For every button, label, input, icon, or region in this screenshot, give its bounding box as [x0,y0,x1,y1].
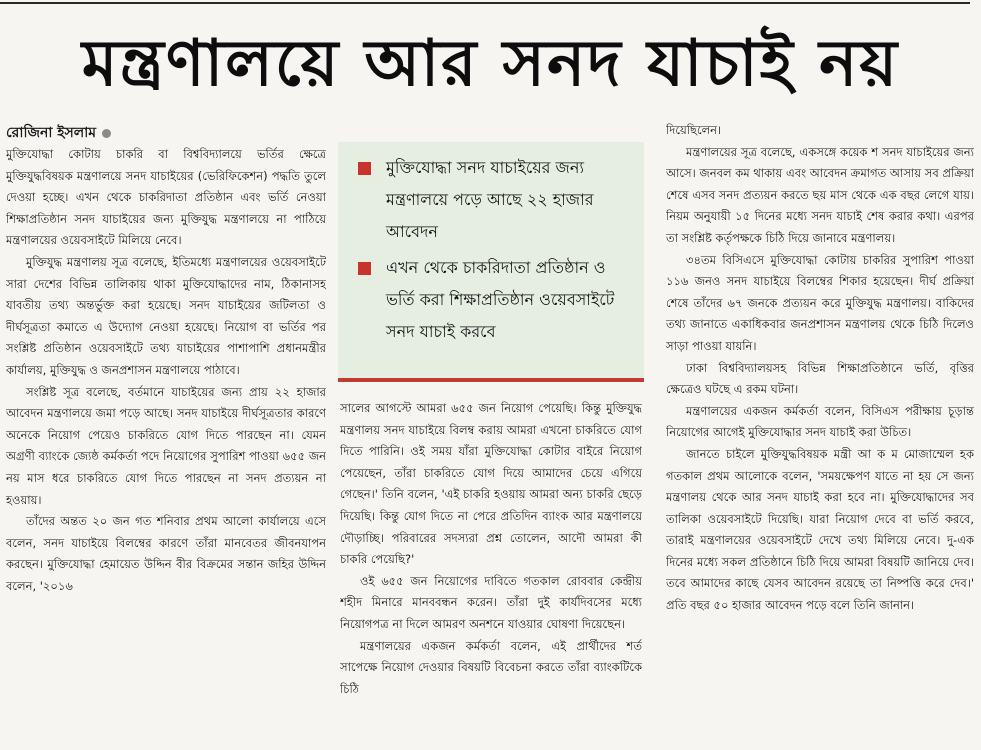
highlight-box [338,142,644,382]
byline-author: রোজিনা ইসলাম [6,125,97,141]
square-bullet-icon [358,262,371,275]
paragraph: ঢাকা বিশ্ববিদ্যালয়সহ বিভিন্ন শিক্ষাপ্রতিষ্ঠানে ভর্তি, বৃত্তির ক্ষেত্রেও ঘটছে এ রকম ঘটনা। [666,360,974,397]
paragraph: দিয়েছিলেন। [666,123,722,137]
paragraph: ওই ৬৫৫ জন নিয়োগের দাবিতে গতকাল রোববার কেন্দ্রীয় শহীদ মিনারে মানববন্ধন করেন। তাঁরা দুই কার্যদিবসের মধ্যে নিয়োগপত্র না দিলে আমরণ অনশনে যাওয়ার ঘোষণা দিয়েছেন। [340,573,642,631]
square-bullet-icon [358,162,371,175]
paragraph: ৩৪তম বিসিএসে মুক্তিযোদ্ধা কোটায় চাকরির সুপারিশ পাওয়া ১১৬ জনও সনদ যাচাইয়ে বিলম্বের শিকার হয়েছেন। দীর্ঘ প্রক্রিয়া শেষে তাঁদের ৬৭ জনকে প্রত্যয়ন করে মুক্তিযুদ্ধ মন্ত্রণালয়। বাকিদের তথ্য জানাতে একাধিকবার জনপ্রশাসন মন্ত্রণালয় থেকে চিঠি দিলেও সাড়া পাওয়া যায়নি। [666,252,974,353]
highlight-item [356,152,634,248]
column-3 [666,120,974,746]
byline [6,122,111,144]
column-1 [6,144,326,746]
highlight-item [356,252,634,348]
paragraph: মুক্তিযুদ্ধ মন্ত্রণালয় সূত্র বলেছে, ইতিমধ্যে মন্ত্রণালয়ের ওয়েবসাইটে সারা দেশের বিভিন্ন তালিকায় থাকা মুক্তিযোদ্ধাদের নাম, ঠিকানাসহ যাবতীয় তথ্য অন্তর্ভুক্ত করা হয়েছে। সনদ যাচাইয়ের জটিলতা ও দীর্ঘসূত্রতা কমাতে এ উদ্যোগ নেওয়া হয়েছে। নিয়োগ বা ভর্তির পর সংশ্লিষ্ট প্রতিষ্ঠান ওয়েবসাইটে তথ্য যাচাইয়ের পাশাপাশি প্রধানমন্ত্রীর কার্যালয়, মুক্তিযুদ্ধ ও জনপ্রশাসন মন্ত্রণালয়ে পাঠাবে। [6,254,326,377]
paragraph: তাঁদের অন্তত ২০ জন গত শনিবার প্রথম আলো কার্যালয়ে এসে বলেন, সনদ যাচাইয়ে বিলম্বের কারণে তাঁরা মানবেতর জীবনযাপন করছেন। মুক্তিযোদ্ধা হেমায়েত উদ্দিন বীর বিক্রমের সন্তান জহির উদ্দিন বলেন, '২০১৬ [6,514,326,593]
highlight-text: মুক্তিযোদ্ধা সনদ যাচাইয়ের জন্য মন্ত্রণালয়ে পড়ে আছে ২২ হাজার আবেদন [386,158,594,241]
paragraph: মন্ত্রণালয়ের সূত্র বলেছে, একসঙ্গে কয়েক শ সনদ যাচাইয়ের জন্য আসে। জনবল কম থাকায় এবং আবেদন ক্রমাগত আসায় সব প্রক্রিয়া শেষে এসব সনদ প্রত্যয়ন করতে ছয় মাস থেকে এক বছর লেগে যায়। নিয়ম অনুযায়ী ১৫ দিনের মধ্যে সনদ যাচাই শেষ করার কথা। এরপর তা সংশ্লিষ্ট কর্তৃপক্ষকে চিঠি দিয়ে জানাবে মন্ত্রণালয়। [666,144,974,245]
paragraph: জানতে চাইলে মুক্তিযুদ্ধবিষয়ক মন্ত্রী আ ক ম মোজাম্মেল হক গতকাল প্রথম আলোকে বলেন, 'সময়ক্ষেপণ যাতে না হয় সে জন্য মন্ত্রণালয় থেকে আর সনদ যাচাই করা হবে না। মুক্তিযোদ্ধাদের সব তালিকা ওয়েবসাইটে দিয়েছি। যারা নিয়োগ দেবে বা ভর্তি করবে, তারাই মন্ত্রণালয়ের ওয়েবসাইটে দেখে তথ্য মিলিয়ে নেবে। দু-এক দিনের মধ্যে সকল প্রতিষ্ঠানে চিঠি দিয়ে আমরা বিষয়টি জানিয়ে দেব। তবে আমাদের কাছে যেসব আবেদন রয়েছে তা নিষ্পত্তি করে দেব।' প্রতি বছর ৫০ হাজার আবেদন পড়ে বলে তিনি জানান। [666,446,974,613]
paragraph: সংশ্লিষ্ট সূত্র বলেছে, বর্তমানে যাচাইয়ের জন্য প্রায় ২২ হাজার আবেদন মন্ত্রণালয়ে জমা পড়ে আছে। সনদ যাচাইয়ে দীর্ঘসূত্রতার কারণে অনেকে নিয়োগ পেয়েও চাকরিতে যোগ দিতে পারছেন না। যেমন অগ্রণী ব্যাংকে জ্যেষ্ঠ কর্মকর্তা পদে নিয়োগের সুপারিশ পাওয়া ৬৫৫ জন নয় মাস ধরে চাকরিতে যোগ দিতে পারছেন না সনদ প্রত্যয়ন না হওয়ায়। [6,384,326,507]
highlight-text: এখন থেকে চাকরিদাতা প্রতিষ্ঠান ও ভর্তি করা শিক্ষাপ্রতিষ্ঠান ওয়েবসাইটে সনদ যাচাই করবে [386,258,615,341]
paragraph: মুক্তিযোদ্ধা কোটায় চাকরি বা বিশ্ববিদ্যালয়ে ভর্তির ক্ষেত্রে মুক্তিযুদ্ধবিষয়ক মন্ত্রণালয়ে সনদ যাচাইয়ের (ভেরিফিকেশন) পদ্ধতি তুলে দেওয়া হচ্ছে। এখন থেকে চাকরিদাতা প্রতিষ্ঠান এবং ভর্তি নেওয়া শিক্ষাপ্রতিষ্ঠান সনদ যাচাইয়ের জন্য মুক্তিযুদ্ধ মন্ত্রণালয়ে না পাঠিয়ে মন্ত্রণালয়ের ওয়েবসাইটে মিলিয়ে নেবে। [6,147,326,248]
headline: মন্ত্রণালয়ে আর সনদ যাচাই নয় [81,27,900,101]
byline-dot-icon [102,129,111,138]
top-rule [0,2,970,4]
column-2 [340,398,642,746]
paragraph: মন্ত্রণালয়ের একজন কর্মকর্তা বলেন, বিসিএস পরীক্ষায় চূড়ান্ত নিয়োগের আগেই মুক্তিযোদ্ধার সনদ যাচাই করা উচিত। [666,403,974,440]
paragraph: মন্ত্রণালয়ের একজন কর্মকর্তা বলেন, এই প্রার্থীদের শর্ত সাপেক্ষে নিয়োগ দেওয়ার বিষয়টি বিবেচনা করতে তাঁরা ব্যাংকটিকে চিঠি [340,638,642,696]
paragraph: সালের আগস্টে আমরা ৬৫৫ জন নিয়োগ পেয়েছি। কিন্তু মুক্তিযুদ্ধ মন্ত্রণালয় সনদ যাচাইয়ে বিলম্ব করায় আমরা এখনো চাকরিতে যোগ দিতে পারিনি। ওই সময় যাঁরা মুক্তিযোদ্ধা কোটার বাইরে নিয়োগ পেয়েছেন, তাঁরা চাকরিতে যোগ দিয়ে আমাদের চেয়ে এগিয়ে গেছেন।' তিনি বলেন, 'এই চাকরি হওয়ায় আমরা অন্য চাকরি ছেড়ে দিয়েছি। কিন্তু যোগ দিতে না পেরে প্রতিদিন ব্যাংক আর মন্ত্রণালয়ে দৌড়াচ্ছি। পরিবারের সদস্যরা প্রশ্ন তোলেন, আদৌ আমরা কী চাকরি পেয়েছি?' [340,401,642,567]
